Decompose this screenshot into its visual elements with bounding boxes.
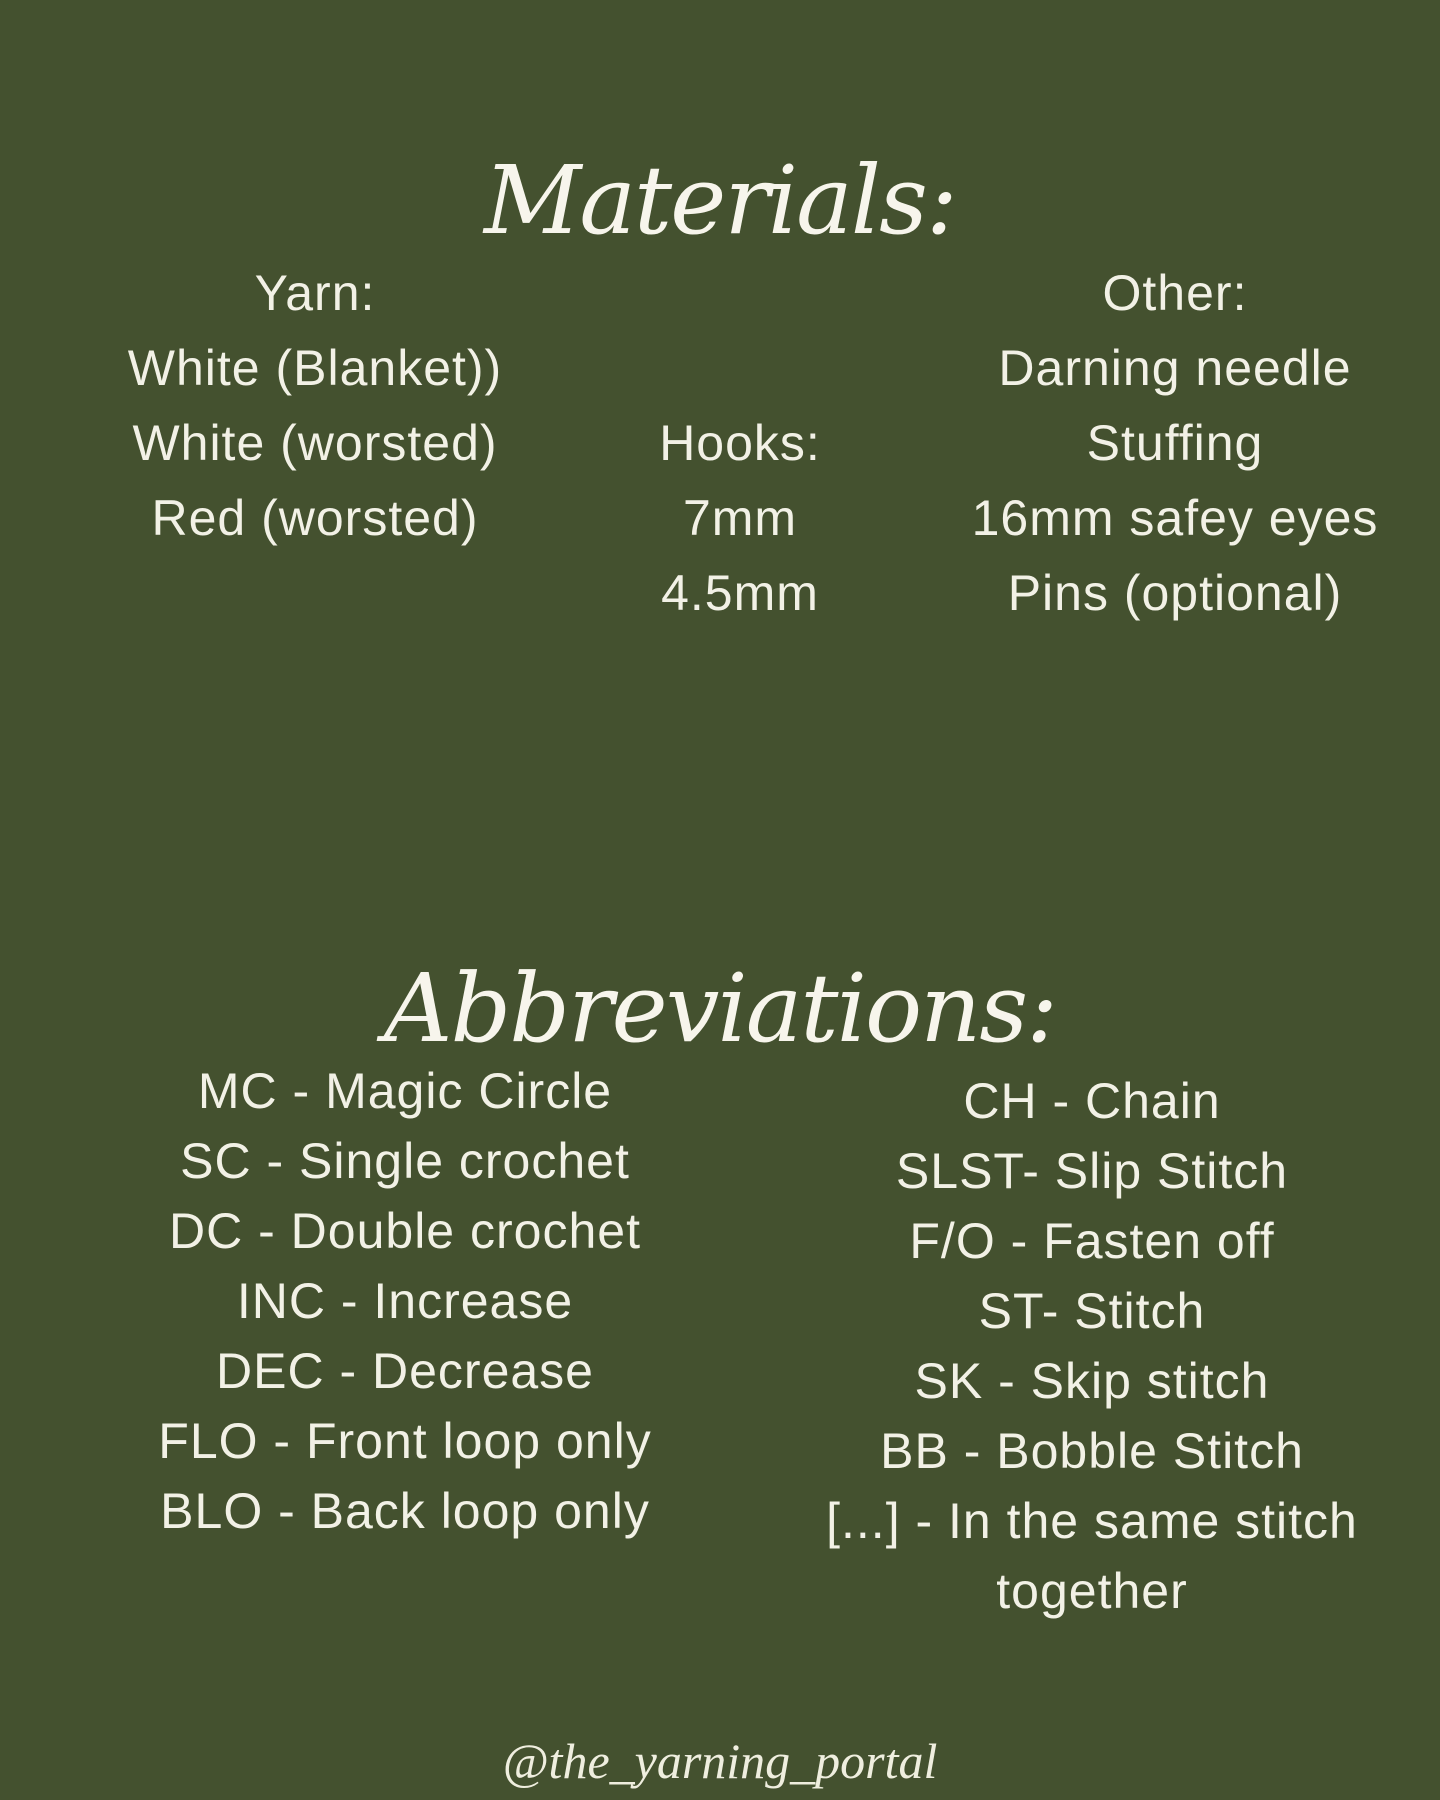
- abbreviation-item: SK - Skip stitch: [914, 1353, 1270, 1409]
- other-list: [915, 256, 1435, 631]
- abbreviations-title: Abbreviations:: [383, 953, 1057, 1064]
- yarn-heading: Yarn:: [254, 265, 376, 321]
- abbreviation-item: DC - Double crochet: [169, 1203, 641, 1259]
- abbreviations-left-column: [85, 1056, 725, 1546]
- abbreviation-item: MC - Magic Circle: [197, 1063, 613, 1119]
- abbreviation-item: FLO - Front loop only: [158, 1413, 652, 1469]
- other-item: Stuffing: [1086, 415, 1264, 471]
- yarn-column: [35, 256, 595, 556]
- abbreviation-item: SC - Single crochet: [180, 1133, 630, 1189]
- abbreviation-item: SLST- Slip Stitch: [895, 1143, 1289, 1199]
- yarn-item: Red (worsted): [151, 490, 479, 546]
- other-heading: Other:: [1102, 265, 1248, 321]
- hook-size: 4.5mm: [661, 565, 819, 621]
- abbreviation-item: F/O - Fasten off: [909, 1213, 1275, 1269]
- abbreviation-item: [...] - In the same stitch together: [826, 1493, 1358, 1619]
- abbreviation-item: DEC - Decrease: [216, 1343, 594, 1399]
- yarn-item: White (worsted): [132, 415, 498, 471]
- other-item: Pins (optional): [1007, 565, 1343, 621]
- abbreviations-right-list: [752, 1066, 1432, 1626]
- yarn-list: [35, 256, 595, 556]
- abbreviation-item: CH - Chain: [963, 1073, 1221, 1129]
- other-column: [915, 256, 1435, 631]
- abbreviations-right-column: [752, 1066, 1432, 1626]
- abbreviation-item: INC - Increase: [236, 1273, 574, 1329]
- hooks-heading: Hooks:: [659, 415, 821, 471]
- abbreviation-item: BB - Bobble Stitch: [880, 1423, 1304, 1479]
- hooks-list: [560, 406, 920, 631]
- other-item: Darning needle: [998, 340, 1352, 396]
- abbreviation-item: BLO - Back loop only: [160, 1483, 650, 1539]
- abbreviation-item: ST- Stitch: [978, 1283, 1206, 1339]
- yarn-item: White (Blanket)): [127, 340, 503, 396]
- instagram-handle: @the_yarning_portal: [502, 1733, 938, 1789]
- hooks-column: [560, 406, 920, 631]
- materials-title: Materials:: [484, 145, 956, 256]
- other-item: 16mm safey eyes: [971, 490, 1379, 546]
- abbreviations-left-list: [85, 1056, 725, 1546]
- hook-size: 7mm: [682, 490, 798, 546]
